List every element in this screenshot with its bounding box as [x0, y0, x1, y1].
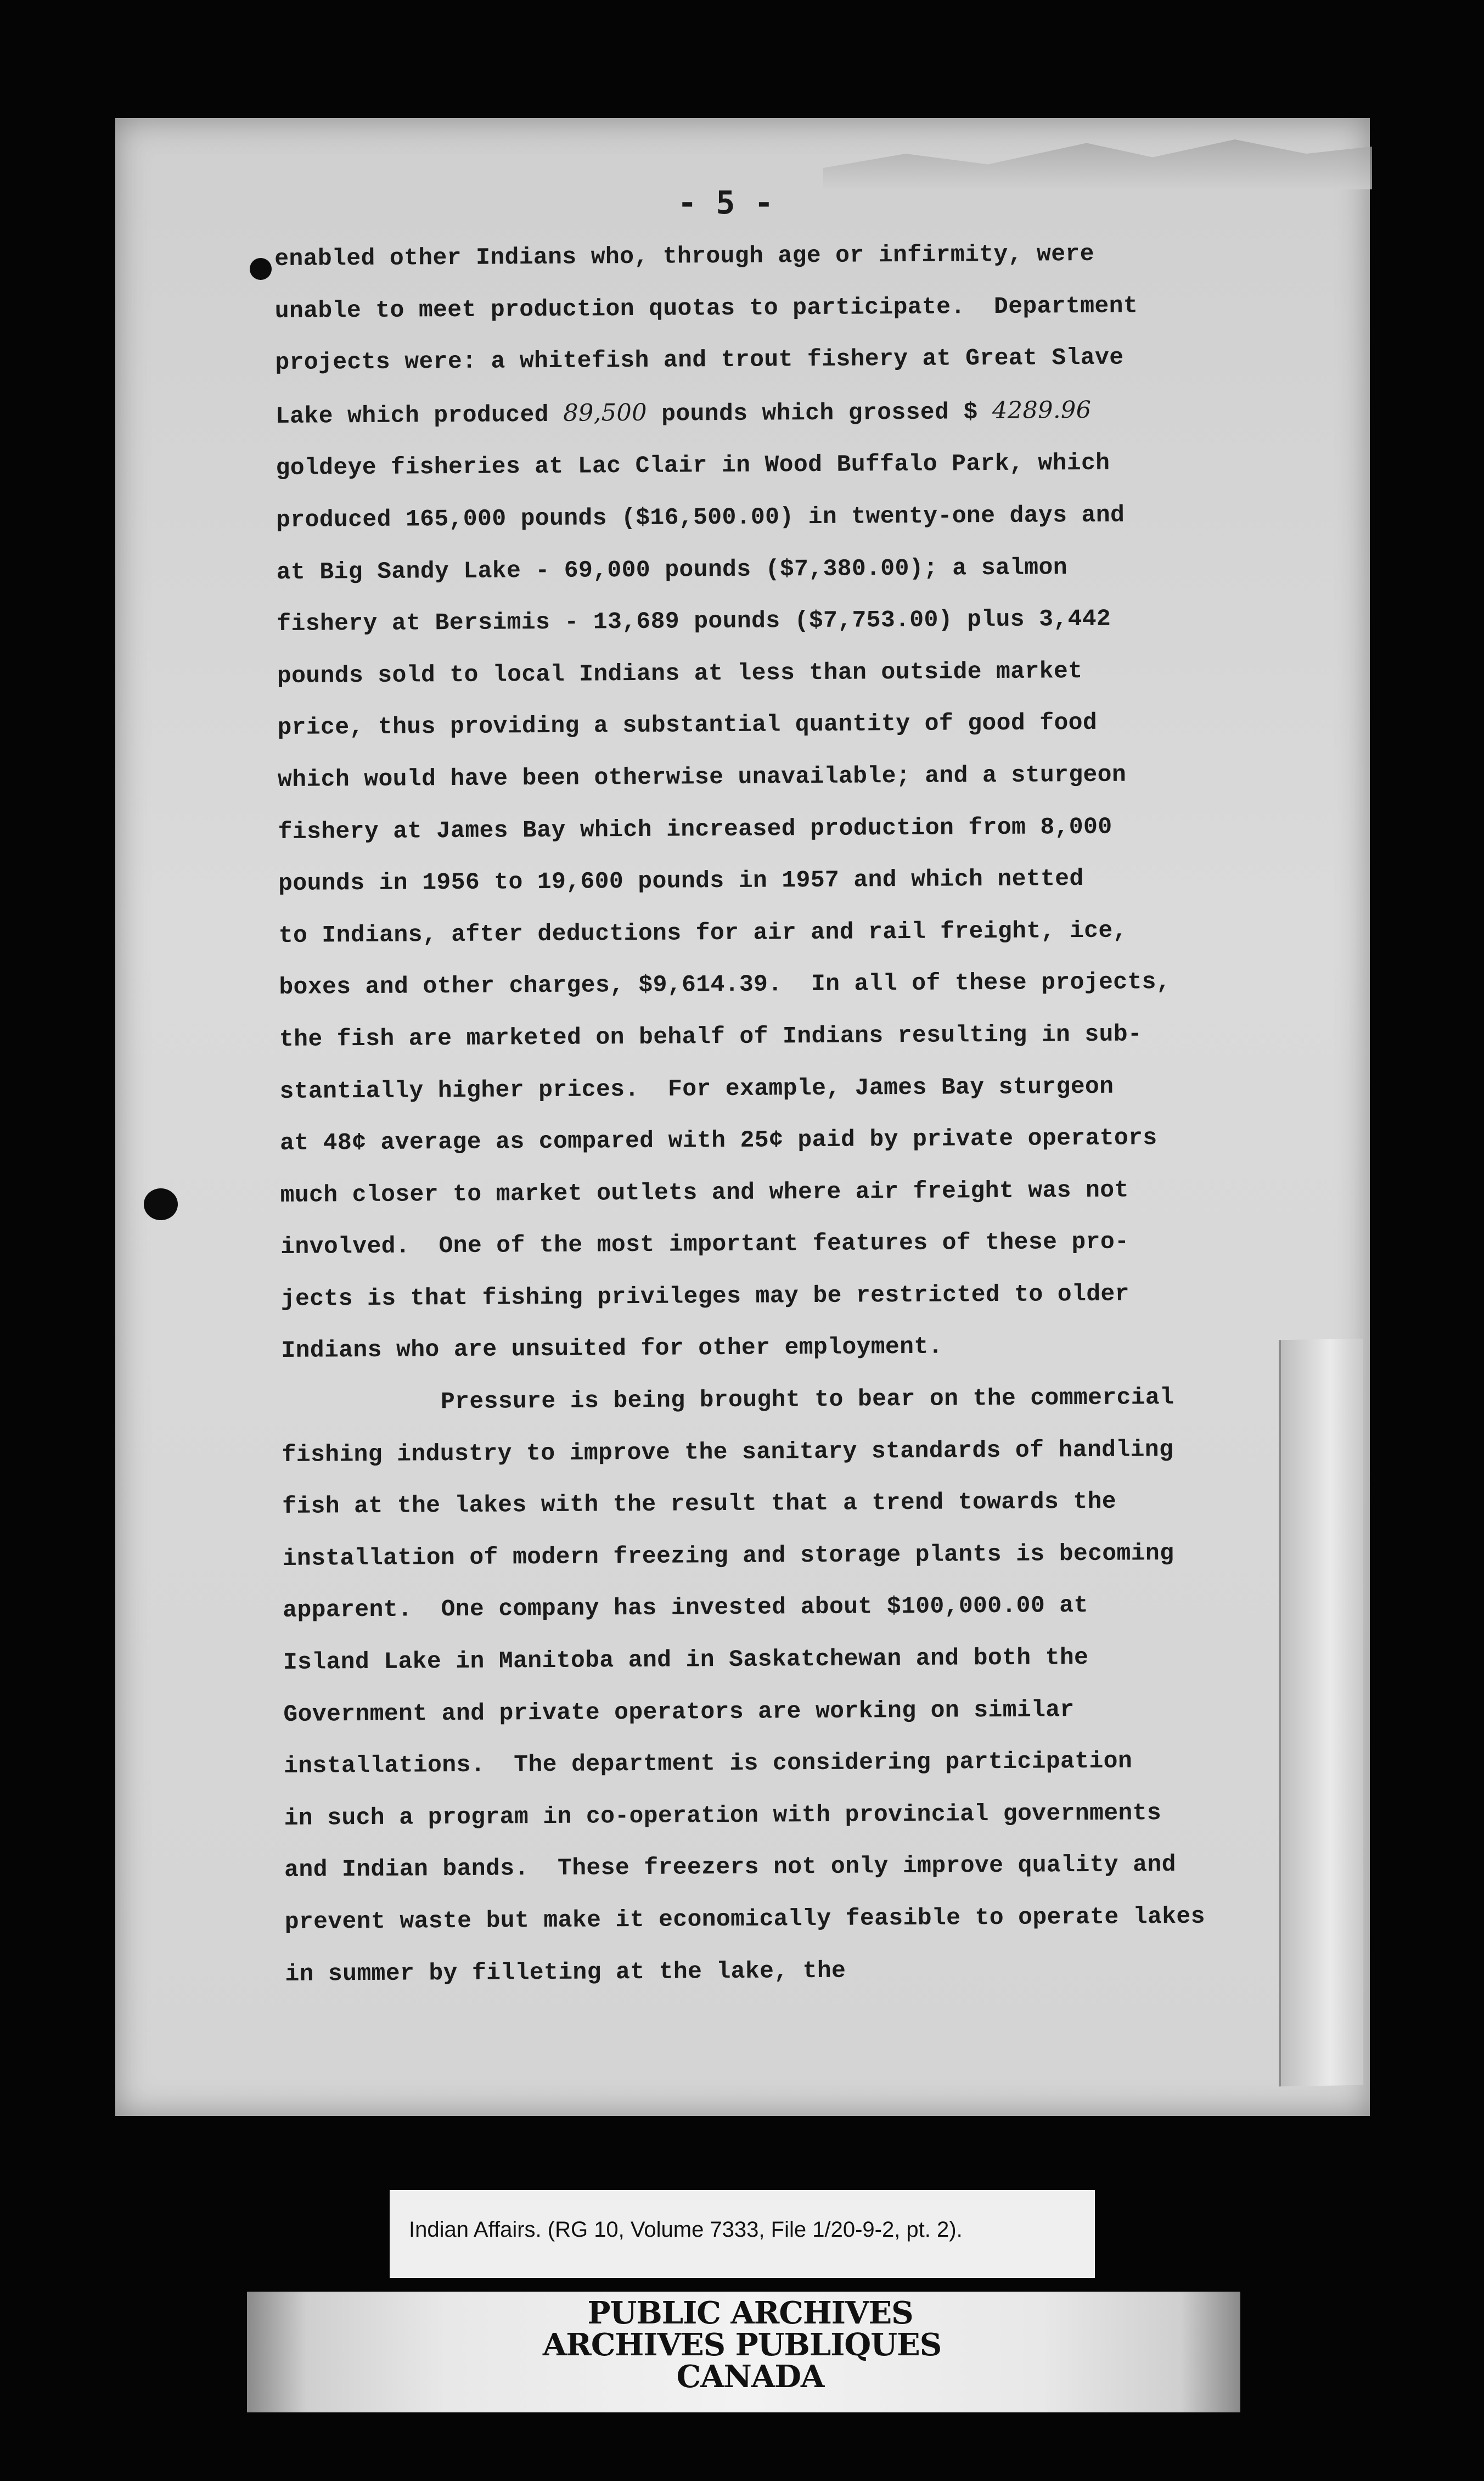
text-line: at 48¢ average as compared with 25¢ paid by private operators: [279, 1124, 1157, 1157]
text-line: installations. The department is considering participation: [283, 1747, 1133, 1780]
text-line: much closer to market outlets and where air freight was not: [280, 1176, 1129, 1209]
text-line: boxes and other charges, $9,614.39. In all of these projects,: [279, 968, 1171, 1001]
text-line: in summer by filleting at the lake, the: [285, 1957, 846, 1988]
handwritten-amount: 4289.96: [992, 396, 1092, 424]
text-line: fishing industry to improve the sanitary standards of handling: [282, 1435, 1174, 1468]
text-line: produced 165,000 pounds ($16,500.00) in twenty-one days and: [276, 501, 1125, 534]
text-fragment: pounds which grossed $: [647, 398, 993, 428]
text-line: enabled other Indians who, through age or infirmity, were: [274, 240, 1095, 272]
text-line: fish at the lakes with the result that a trend towards the: [282, 1488, 1117, 1520]
ink-blot: [250, 258, 272, 280]
text-line: goldeye fisheries at Lac Clair in Wood Buffalo Park, which: [276, 450, 1110, 482]
text-line: Island Lake in Manitoba and in Saskatchewan and both the: [283, 1644, 1089, 1676]
text-line: pounds in 1956 to 19,600 pounds in 1957 and which netted: [278, 865, 1084, 897]
text-line: involved. One of the most important features of these pro-: [280, 1228, 1129, 1261]
text-line: stantially higher prices. For example, James Bay sturgeon: [279, 1073, 1114, 1105]
stamp-line: PUBLIC ARCHIVES: [587, 2295, 913, 2331]
archive-caption: Indian Affairs. (RG 10, Volume 7333, File 1/20-9-2, pt. 2).: [409, 2218, 963, 2242]
text-line: fishery at James Bay which increased production from 8,000: [278, 813, 1112, 845]
text-line: Indians who are unsuited for other employment.: [281, 1333, 943, 1365]
text-line-with-handwriting: [276, 383, 1319, 442]
text-line: fishery at Bersimis - 13,689 pounds ($7,753.00) plus 3,442: [277, 605, 1111, 638]
text-line: Pressure is being brought to bear on the commercial: [440, 1384, 1174, 1416]
stamp-line: ARCHIVES PUBLIQUES: [542, 2327, 942, 2363]
text-line: projects were: a whitefish and trout fishery at Great Slave: [275, 344, 1124, 377]
text-line: apparent. One company has invested about $100,000.00 at: [283, 1592, 1088, 1624]
text-line: to Indians, after deductions for air and rail freight, ice,: [278, 917, 1127, 949]
text-line: Government and private operators are working on similar: [283, 1696, 1075, 1728]
page-number: - 5 -: [677, 184, 774, 221]
text-line: the fish are marketed on behalf of Indians resulting in sub-: [279, 1020, 1143, 1053]
text-line: installation of modern freezing and storage plants is becoming: [282, 1539, 1174, 1572]
text-line: in such a program in co-operation with provincial governments: [284, 1799, 1162, 1832]
document-body: [274, 227, 1328, 2000]
text-line: which would have been otherwise unavailable; and a sturgeon: [277, 761, 1127, 793]
text-fragment: Lake which produced: [275, 401, 564, 430]
text-line: pounds sold to local Indians at less than outside market: [277, 657, 1083, 689]
text-line: prevent waste but make it economically feasible to operate lakes: [284, 1902, 1205, 1935]
text-line: at Big Sandy Lake - 69,000 pounds ($7,380.00); a salmon: [276, 553, 1068, 586]
text-line: jects is that fishing privileges may be restricted to older: [280, 1280, 1130, 1312]
archive-stamp: [0, 2297, 1484, 2393]
stamp-line: CANADA: [676, 2359, 824, 2395]
text-line: unable to meet production quotas to participate. Department: [274, 291, 1138, 324]
ink-blot: [144, 1188, 178, 1220]
text-line: price, thus providing a substantial quantity of good food: [277, 709, 1098, 742]
handwritten-pounds: 89,500: [563, 398, 648, 427]
text-line: and Indian bands. These freezers not only improve quality and: [284, 1851, 1177, 1884]
